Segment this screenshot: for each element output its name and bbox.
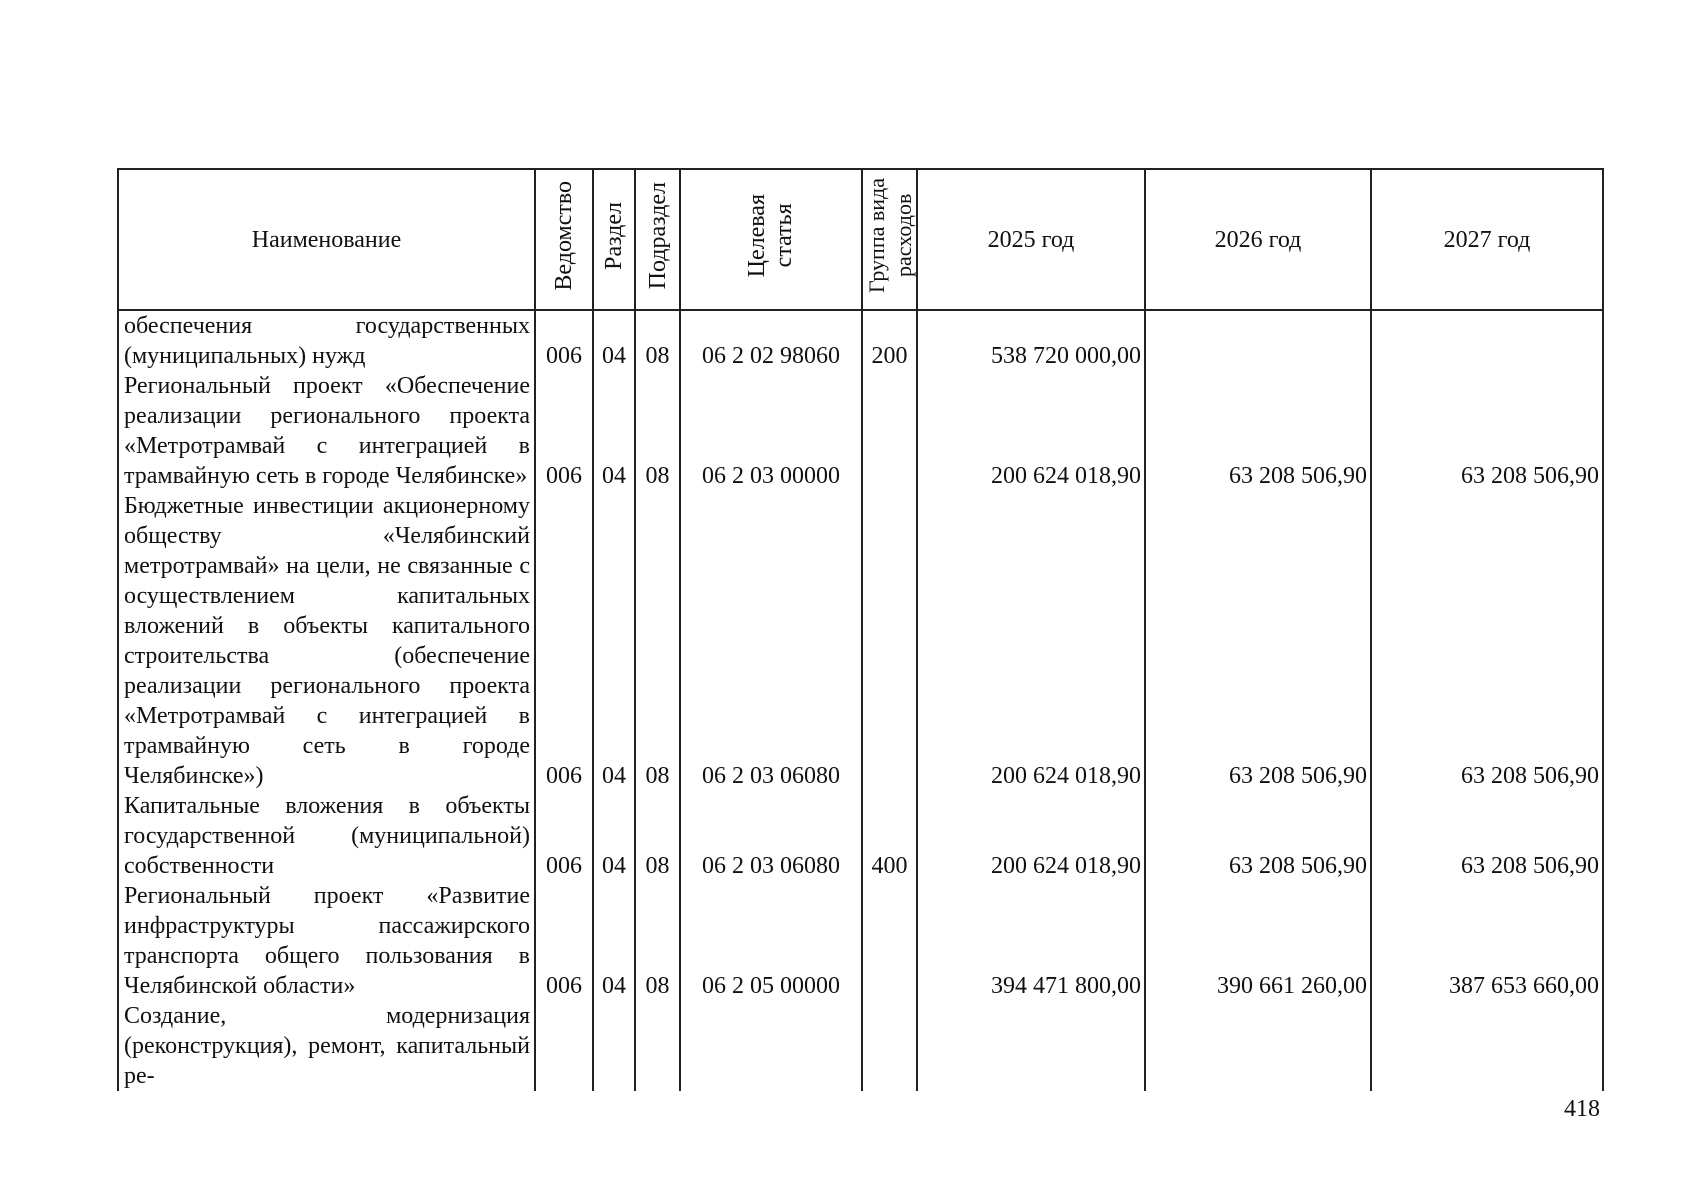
row-razdel [593, 1001, 635, 1091]
row-gruppa [862, 1001, 917, 1091]
row-2025: 200 624 018,90 [917, 491, 1145, 791]
row-gruppa [862, 881, 917, 1001]
row-2026 [1145, 1001, 1371, 1091]
row-celevaya: 06 2 03 00000 [680, 371, 862, 491]
page-number: 418 [1564, 1096, 1600, 1122]
row-razdel: 04 [593, 310, 635, 371]
header-2025: 2025 год [917, 169, 1145, 310]
row-vedomstvo: 006 [535, 491, 593, 791]
row-2027: 63 208 506,90 [1371, 791, 1603, 881]
row-name: Капитальные вложения в объекты государственной (муниципальной) собственности [118, 791, 535, 881]
row-name: Создание, модернизация (реконструкция), ремонт, капитальный ре- [118, 1001, 535, 1091]
row-razdel: 04 [593, 491, 635, 791]
row-2026: 63 208 506,90 [1145, 371, 1371, 491]
row-name: Региональный проект «Обеспечение реализации регионального проекта «Метротрамвай с интеграцией в трамвайную сеть в городе Челябинске» [118, 371, 535, 491]
budget-table [117, 168, 1604, 1091]
header-2027: 2027 год [1371, 169, 1603, 310]
row-razdel: 04 [593, 791, 635, 881]
header-row [118, 169, 1603, 310]
header-celevaya: Целевая статья [680, 169, 862, 310]
table-row [118, 1001, 1603, 1091]
row-celevaya: 06 2 03 06080 [680, 791, 862, 881]
row-celevaya [680, 1001, 862, 1091]
row-gruppa: 400 [862, 791, 917, 881]
row-2027 [1371, 1001, 1603, 1091]
header-vedomstvo: Ведомство [535, 169, 593, 310]
row-gruppa [862, 491, 917, 791]
row-razdel: 04 [593, 881, 635, 1001]
header-razdel: Раздел [593, 169, 635, 310]
row-razdel: 04 [593, 371, 635, 491]
row-2027: 63 208 506,90 [1371, 371, 1603, 491]
row-name: обеспечения государственных (муниципальных) нужд [118, 310, 535, 371]
row-2025: 200 624 018,90 [917, 371, 1145, 491]
table-row [118, 791, 1603, 881]
header-name: Наименование [118, 169, 535, 310]
row-2026: 390 661 260,00 [1145, 881, 1371, 1001]
row-podrazdel: 08 [635, 791, 680, 881]
row-2027: 387 653 660,00 [1371, 881, 1603, 1001]
row-celevaya: 06 2 03 06080 [680, 491, 862, 791]
row-podrazdel: 08 [635, 310, 680, 371]
table-row [118, 491, 1603, 791]
row-vedomstvo: 006 [535, 791, 593, 881]
row-podrazdel: 08 [635, 491, 680, 791]
row-2025 [917, 1001, 1145, 1091]
row-podrazdel: 08 [635, 371, 680, 491]
row-podrazdel [635, 1001, 680, 1091]
header-gruppa: Группа вида расходов [862, 169, 917, 310]
row-name: Бюджетные инвестиции акционерному обществу «Челябинский метротрамвай» на цели, не связанные с осуществлением капитальных вложений в объекты капитального строительства (обеспечение реализации регионального проекта «Метротрамвай с интеграцией в трамвайную сеть в городе Челябинске») [118, 491, 535, 791]
row-celevaya: 06 2 05 00000 [680, 881, 862, 1001]
row-podrazdel: 08 [635, 881, 680, 1001]
header-2026: 2026 год [1145, 169, 1371, 310]
header-podrazdel: Подраздел [635, 169, 680, 310]
row-gruppa: 200 [862, 310, 917, 371]
row-2027 [1371, 310, 1603, 371]
row-2026: 63 208 506,90 [1145, 491, 1371, 791]
row-2025: 200 624 018,90 [917, 791, 1145, 881]
row-name: Региональный проект «Развитие инфраструктуры пассажирского транспорта общего пользования в Челябинской области» [118, 881, 535, 1001]
row-2025: 538 720 000,00 [917, 310, 1145, 371]
row-vedomstvo: 006 [535, 310, 593, 371]
row-vedomstvo [535, 1001, 593, 1091]
row-vedomstvo: 006 [535, 881, 593, 1001]
row-2025: 394 471 800,00 [917, 881, 1145, 1001]
table-row [118, 881, 1603, 1001]
table-row [118, 310, 1603, 371]
row-2027: 63 208 506,90 [1371, 491, 1603, 791]
row-gruppa [862, 371, 917, 491]
row-2026: 63 208 506,90 [1145, 791, 1371, 881]
row-2026 [1145, 310, 1371, 371]
table-row [118, 371, 1603, 491]
row-vedomstvo: 006 [535, 371, 593, 491]
row-celevaya: 06 2 02 98060 [680, 310, 862, 371]
